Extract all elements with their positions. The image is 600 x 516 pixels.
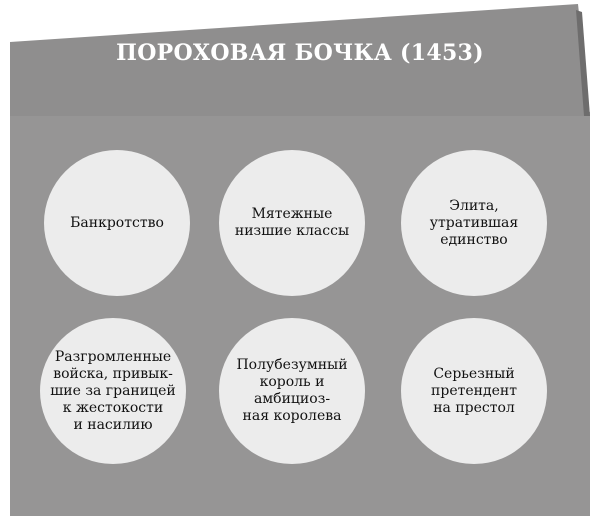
circle-label: Разгромленные войска, привык- шие за границей к жестокости и насилию <box>50 348 176 433</box>
circle-mad-king-ambitious-queen <box>219 318 365 464</box>
circle-label: Банкротство <box>70 214 164 231</box>
page-title: ПОРОХОВАЯ БОЧКА (1453) <box>116 40 484 66</box>
circle-label: Элита, утратившая единство <box>429 197 519 248</box>
circle-label: Мятежные низшие классы <box>234 206 350 239</box>
circle-defeated-troops <box>40 318 186 464</box>
circle-bankruptcy <box>44 150 190 296</box>
circle-rebellious-lower-classes <box>219 150 365 296</box>
title-banner <box>10 4 590 116</box>
circle-label: Серьезный претендент на престол <box>431 365 517 416</box>
circle-divided-elite <box>401 150 547 296</box>
circle-label: Полубезумный король и амбициоз- ная королева <box>236 357 348 424</box>
circle-serious-pretender <box>401 318 547 464</box>
